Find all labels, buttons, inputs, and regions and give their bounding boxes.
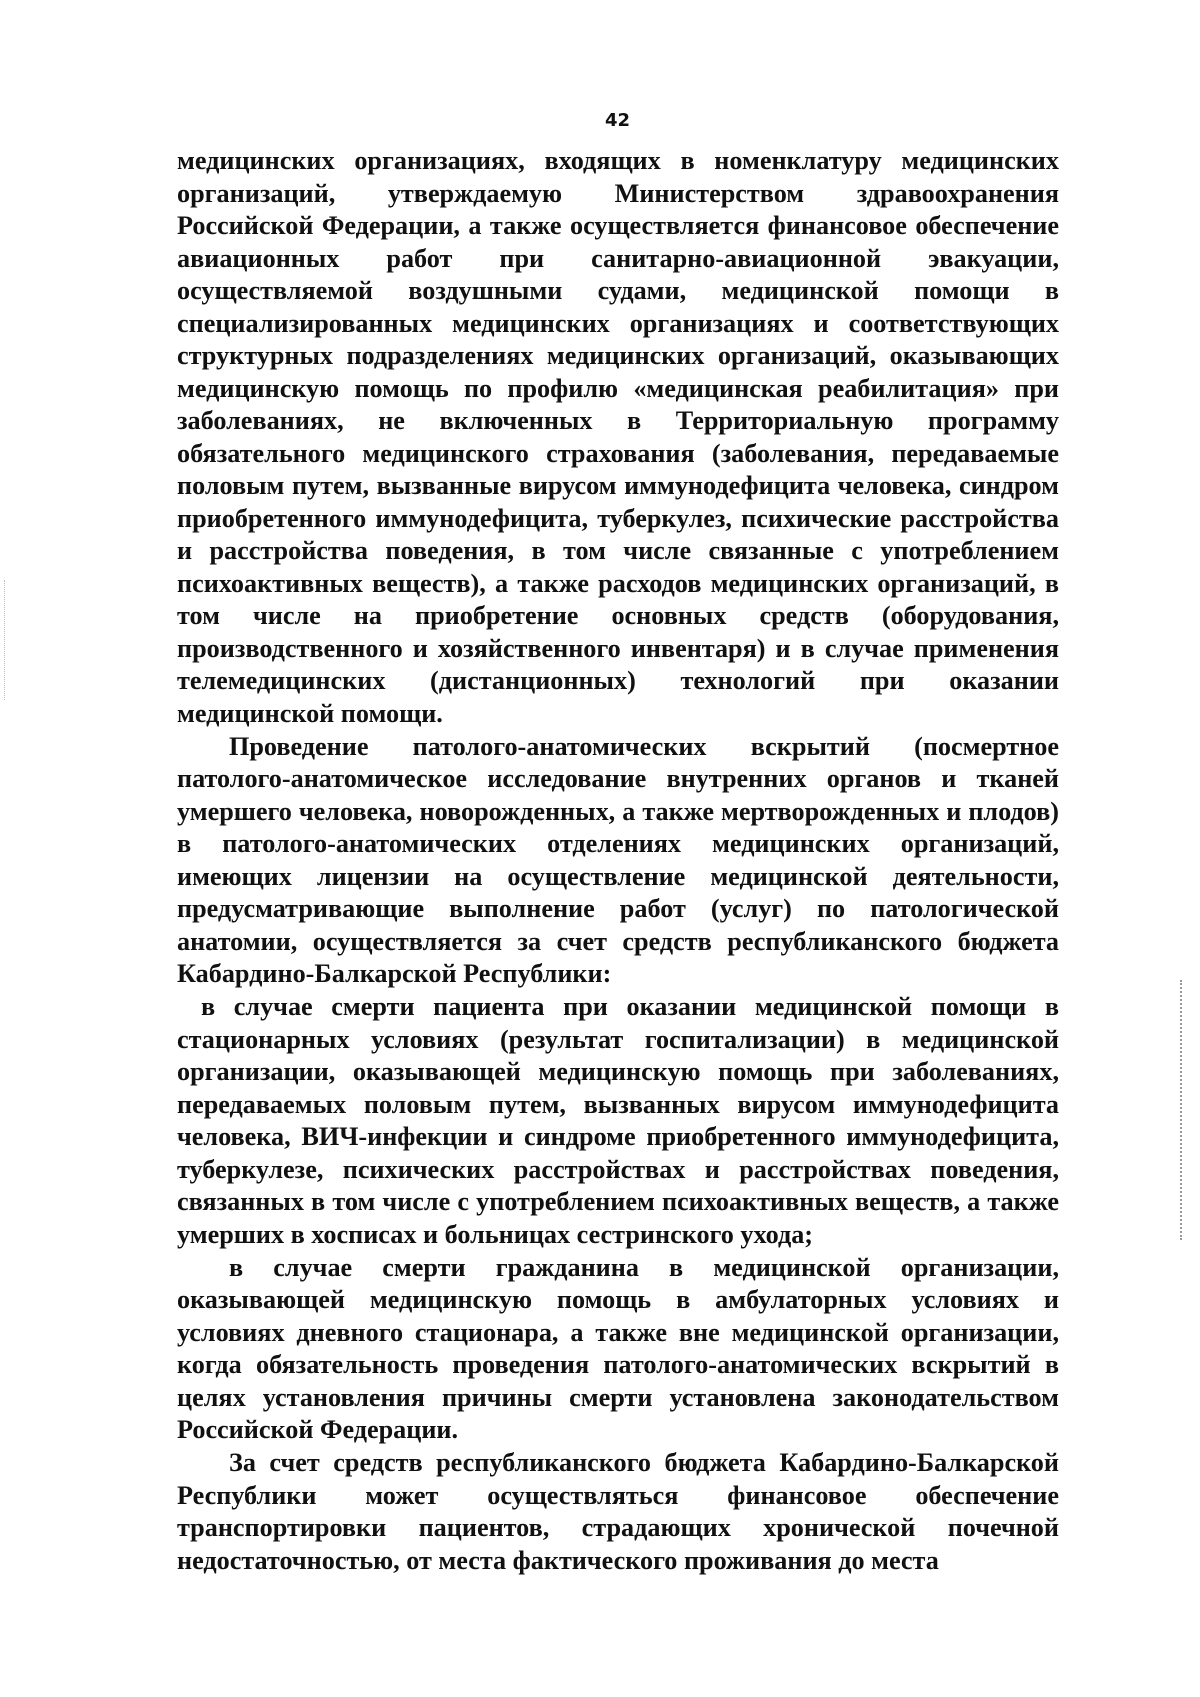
paragraph-transport: За счет средств республиканского бюджета Кабардино-Балкарской Республики может осуществляться финансовое обеспечение транспортировки пациентов, страдающих хронической почечной недостаточностью, от места фактического проживания до места	[177, 1448, 1059, 1575]
paragraph-continuation: медицинских организациях, входящих в номенклатуру медицинских организаций, утверждаемую Министерством здравоохранения Российской Федерации, а также осуществляется финансовое обеспечение авиационных работ при санитарно-авиационной эвакуации, осуществляемой воздушными судами, медицинской помощи в специализированных медицинских организациях и соответствующих структурных подразделениях медицинских организаций, оказывающих медицинскую помощь по профилю «медицинская реабилитация» при заболеваниях, не включенных в Территориальную программу обязательного медицинского страхования (заболевания, передаваемые половым путем, вызванные вирусом иммунодефицита человека, синдром приобретенного иммунодефицита, туберкулез, психические расстройства и расстройства поведения, в том числе связанные с употреблением психоактивных веществ), а также расходов медицинских организаций, в том числе на приобретение основных средств (оборудования, производственного и хозяйственного инвентаря) и в случае применения телемедицинских (дистанционных) технологий при оказании медицинской помощи.	[177, 146, 1059, 728]
scan-artifact-left	[4, 580, 7, 700]
paragraph-case-outpatient: в случае смерти гражданина в медицинской организации, оказывающей медицинскую помощь в амбулаторных условиях и условиях дневного стационара, а также вне медицинской организации, когда обязательность проведения патолого-анатомических вскрытий в целях установления причины смерти установлена законодательством Российской Федерации.	[177, 1252, 1059, 1445]
document-body	[177, 145, 1059, 1578]
paragraph-case-inpatient: в случае смерти пациента при оказании медицинской помощи в стационарных условиях (результат госпитализации) в медицинской организации, оказывающей медицинскую помощь при заболеваниях, передаваемых половым путем, вызванных вирусом иммунодефицита человека, ВИЧ-инфекции и синдроме приобретенного иммунодефицита, туберкулезе, психических расстройствах и расстройствах поведения, связанных в том числе с употреблением психоактивных веществ, а также умерших в хосписах и больницах сестринского ухода;	[177, 992, 1059, 1249]
paragraph-autopsy: Проведение патолого-анатомических вскрытий (посмертное патолого-анатомическое исследование внутренних органов и тканей умершего человека, новорожденных, а также мертворожденных и плодов) в патолого-анатомических отделениях медицинских организаций, имеющих лицензии на осуществление медицинской деятельности, предусматривающие выполнение работ (услуг) по патологической анатомии, осуществляется за счет средств республиканского бюджета Кабардино-Балкарской Республики:	[177, 731, 1059, 989]
scan-artifact-right	[1180, 980, 1184, 1240]
page-number: 42	[604, 110, 631, 131]
